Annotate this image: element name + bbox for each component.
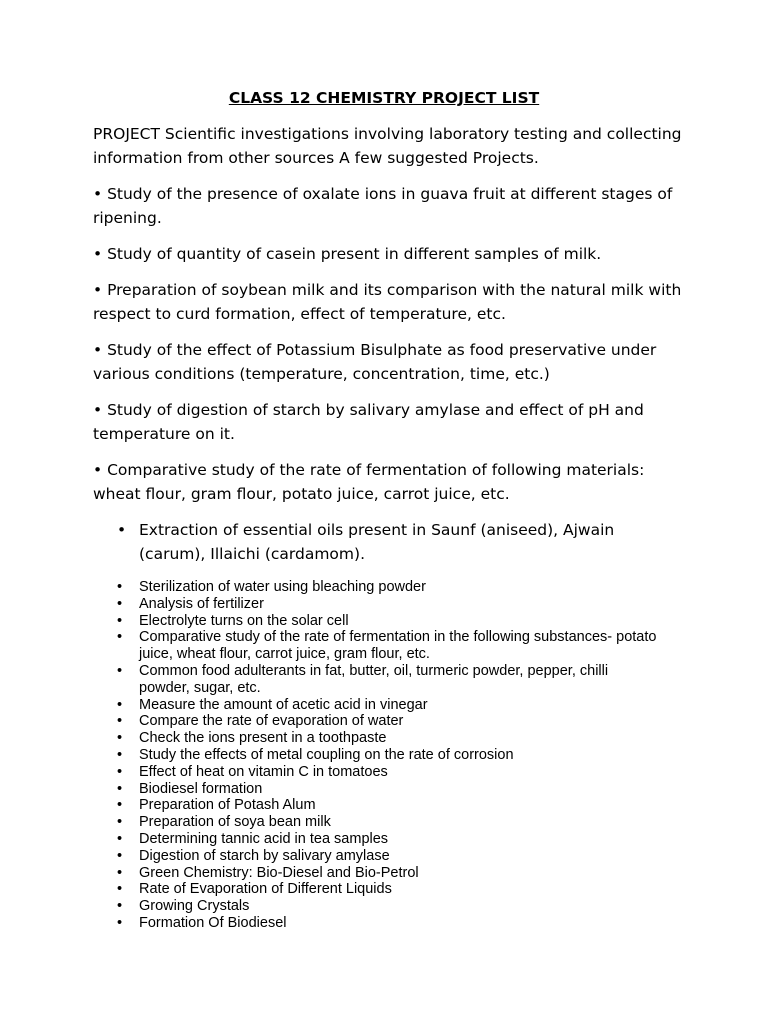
list-item (117, 881, 657, 898)
list-item-text: Electrolyte turns on the solar cell (139, 612, 349, 629)
list-item (117, 697, 657, 714)
bullet-icon: • (117, 898, 123, 915)
intro-paragraph: PROJECT Scientific investigations involving laboratory testing and collecting information from other sources A few suggested Projects. (93, 125, 682, 167)
bullet-icon: • (117, 730, 123, 747)
bullet-icon: • (117, 713, 123, 730)
bullet-icon: • (117, 864, 123, 881)
list-item (117, 663, 657, 697)
list-item (117, 713, 657, 730)
list-item-text: Formation Of Biodiesel (139, 914, 287, 931)
extraction-bullet: • (117, 521, 127, 539)
list-item (117, 848, 657, 865)
list-item (117, 831, 657, 848)
bullet-icon: • (117, 847, 123, 864)
extraction-item: Extraction of essential oils present in Saunf (aniseed), Ajwain (carum), Illaichi (cardamom). (139, 521, 615, 563)
list-item (117, 629, 657, 663)
bullet-icon: • (117, 629, 123, 646)
list-item (117, 797, 657, 814)
list-item (117, 814, 657, 831)
list-item-text: Compare the rate of evaporation of water (139, 713, 404, 730)
list-item (117, 781, 657, 798)
list-item-text: Analysis of fertilizer (139, 595, 264, 612)
bullet-icon: • (117, 579, 123, 595)
bullet-icon: • (117, 763, 123, 780)
project-paragraph-soybean: • Preparation of soybean milk and its comparison with the natural milk with respect to curd formation, effect of temperature, etc. (93, 281, 682, 323)
list-item (117, 865, 657, 882)
list-item (117, 730, 657, 747)
bullet-icon: • (117, 814, 123, 831)
list-item (117, 764, 657, 781)
list-item-text: Green Chemistry: Bio-Diesel and Bio-Petrol (139, 864, 419, 881)
list-item (117, 579, 657, 596)
list-item-text: Rate of Evaporation of Different Liquids (139, 881, 392, 898)
bullet-icon: • (117, 595, 123, 612)
bullet-icon: • (117, 797, 123, 814)
project-paragraph-oxalate: • Study of the presence of oxalate ions in guava fruit at different stages of ripening. (93, 185, 673, 227)
list-item (117, 596, 657, 613)
project-list (117, 579, 657, 932)
list-item (117, 898, 657, 915)
list-item (117, 915, 657, 932)
project-paragraph-preservative: • Study of the effect of Potassium Bisulphate as food preservative under various conditions (temperature, concentration, time, etc.) (93, 341, 657, 383)
bullet-icon: • (117, 914, 123, 931)
list-item-text: Preparation of Potash Alum (139, 797, 316, 814)
list-item-text: Growing Crystals (139, 898, 250, 915)
bullet-icon: • (117, 881, 123, 898)
list-item-text: Biodiesel formation (139, 780, 263, 797)
bullet-icon: • (117, 612, 123, 629)
bullet-icon: • (117, 662, 123, 679)
list-item-text: Study the effects of metal coupling on the rate of corrosion (139, 746, 514, 763)
list-item (117, 747, 657, 764)
bullet-icon: • (117, 696, 123, 713)
bullet-icon: • (117, 830, 123, 847)
bullet-icon: • (117, 746, 123, 763)
list-item-text: Sterilization of water using bleaching powder (139, 579, 426, 595)
project-paragraph-fermentation: • Comparative study of the rate of fermentation of following materials: wheat flour, gram flour, potato juice, carrot juice, etc. (93, 461, 645, 503)
list-item (117, 613, 657, 630)
project-paragraph-starch: • Study of digestion of starch by salivary amylase and effect of pH and temperature on it. (93, 401, 644, 443)
list-item-text: Check the ions present in a toothpaste (139, 730, 387, 747)
list-item-text: Comparative study of the rate of fermentation in the following substances- potato juice, wheat flour, carrot juice, gram flour, etc. (139, 629, 657, 663)
page-title: CLASS 12 CHEMISTRY PROJECT LIST (228, 89, 540, 107)
list-item-text: Digestion of starch by salivary amylase (139, 847, 390, 864)
list-item-text: Measure the amount of acetic acid in vinegar (139, 696, 428, 713)
bullet-icon: • (117, 780, 123, 797)
list-item-text: Effect of heat on vitamin C in tomatoes (139, 763, 388, 780)
project-paragraph-casein: • Study of quantity of casein present in different samples of milk. (93, 245, 602, 263)
list-item-text: Common food adulterants in fat, butter, oil, turmeric powder, pepper, chilli powder, sugar, etc. (139, 662, 609, 696)
list-item-text: Preparation of soya bean milk (139, 814, 331, 831)
list-item-text: Determining tannic acid in tea samples (139, 830, 389, 847)
